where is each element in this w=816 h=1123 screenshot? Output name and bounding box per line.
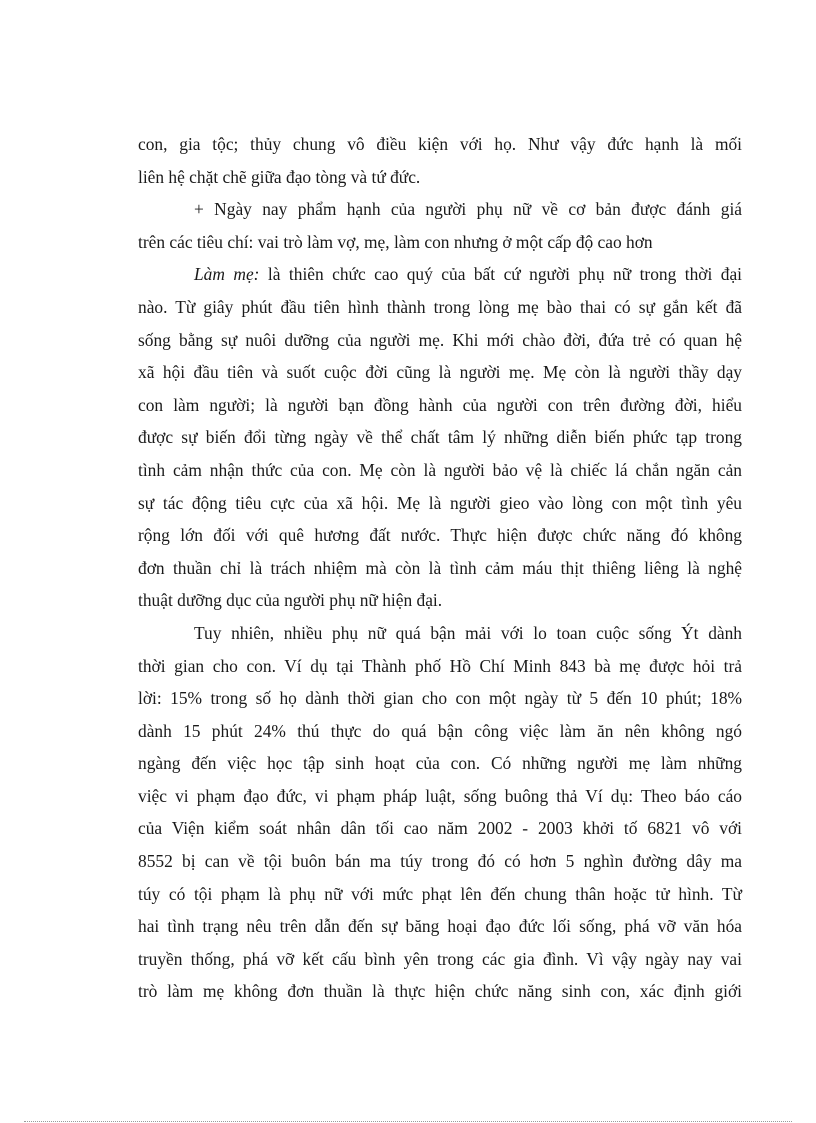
document-page [138, 128, 742, 1008]
text-line: thời gian cho con. Ví dụ tại Thành phố Hồ Chí Minh 843 bà mẹ được hỏi trả [138, 655, 742, 676]
text-line: được sự biến đổi từng ngày về thể chất tâm lý những diễn biến phức tạp trong [138, 427, 742, 448]
text-line: 8552 bị can về tội buôn bán ma túy trong đó có hơn 5 nghìn đường dây ma [138, 851, 742, 872]
text-line: dành 15 phút 24% thú thực do quá bận công việc làm ăn nên không ngó [138, 720, 742, 741]
paragraph-2 [138, 193, 742, 258]
text-line: + Ngày nay phẩm hạnh của người phụ nữ về cơ bản được đánh giá [194, 199, 742, 220]
text-line: xã hội đầu tiên và suốt cuộc đời cũng là người mẹ. Mẹ còn là người thầy dạy [138, 362, 742, 383]
text-line: liên hệ chặt chẽ giữa đạo tòng và tứ đức. [138, 166, 421, 187]
text-line: ngàng đến việc học tập sinh hoạt của con. Có những người mẹ làm những [138, 753, 742, 774]
text-line: tình cảm nhận thức của con. Mẹ còn là người bảo vệ là chiếc lá chắn ngăn cản [138, 459, 742, 480]
text-line: lời: 15% trong số họ dành thời gian cho con một ngày từ 5 đến 10 phút; 18% [138, 688, 742, 709]
text-line: nào. Từ giây phút đầu tiên hình thành trong lòng mẹ bào thai có sự gắn kết đã [138, 296, 742, 317]
text-line: trên các tiêu chí: vai trò làm vợ, mẹ, làm con nhưng ở một cấp độ cao hơn [138, 231, 653, 252]
text-line: truyền thống, phá vỡ kết cấu bình yên trong các gia đình. Vì vậy ngày nay vai [138, 948, 742, 969]
text-line: Tuy nhiên, nhiều phụ nữ quá bận mải với lo toan cuộc sống Ýt dành [194, 622, 742, 643]
text-line: thuật dưỡng dục của người phụ nữ hiện đại. [138, 590, 443, 611]
text-line [138, 258, 742, 291]
text-line: đơn thuần chỉ là trách nhiệm mà còn là tình cảm máu thịt thiêng liêng là nghệ [138, 557, 742, 578]
text-line: của Viện kiểm soát nhân dân tối cao năm 2002 - 2003 khởi tố 6821 vô với [138, 818, 742, 839]
text-line: trò làm mẹ không đơn thuần là thực hiện chức năng sinh con, xác định giới [138, 981, 742, 1002]
text-fragment: là thiên chức cao quý của bất cứ người phụ nữ trong thời đại [259, 264, 742, 285]
text-line: con làm người; là người bạn đồng hành của người con trên đường đời, hiểu [138, 394, 742, 415]
text-line: việc vi phạm đạo đức, vi phạm pháp luật, sống buông thả Ví dụ: Theo báo cáo [138, 785, 742, 806]
text-line: hai tình trạng nêu trên dẫn đến sự băng hoại đạo đức lối sống, phá vỡ văn hóa [138, 916, 742, 937]
text-line: rộng lớn đối với quê hương đất nước. Thực hiện được chức năng đó không [138, 525, 742, 546]
text-line: túy có tội phạm là phụ nữ với mức phạt lên đến chung thân hoặc tử hình. Từ [138, 883, 742, 904]
italic-lead-term: Làm mẹ: [194, 264, 260, 285]
text-line: sống bằng sự nuôi dưỡng của người mẹ. Khi mới chào đời, đứa trẻ có quan hệ [138, 329, 742, 350]
text-line: con, gia tộc; thủy chung vô điều kiện với họ. Như vậy đức hạnh là mối [138, 134, 742, 154]
paragraph-1 [138, 128, 742, 193]
paragraph-4 [138, 617, 742, 1008]
text-line: sự tác động tiêu cực của xã hội. Mẹ là người gieo vào lòng con một tình yêu [138, 492, 742, 513]
page-bottom-divider [24, 1121, 792, 1122]
paragraph-3 [138, 258, 742, 617]
